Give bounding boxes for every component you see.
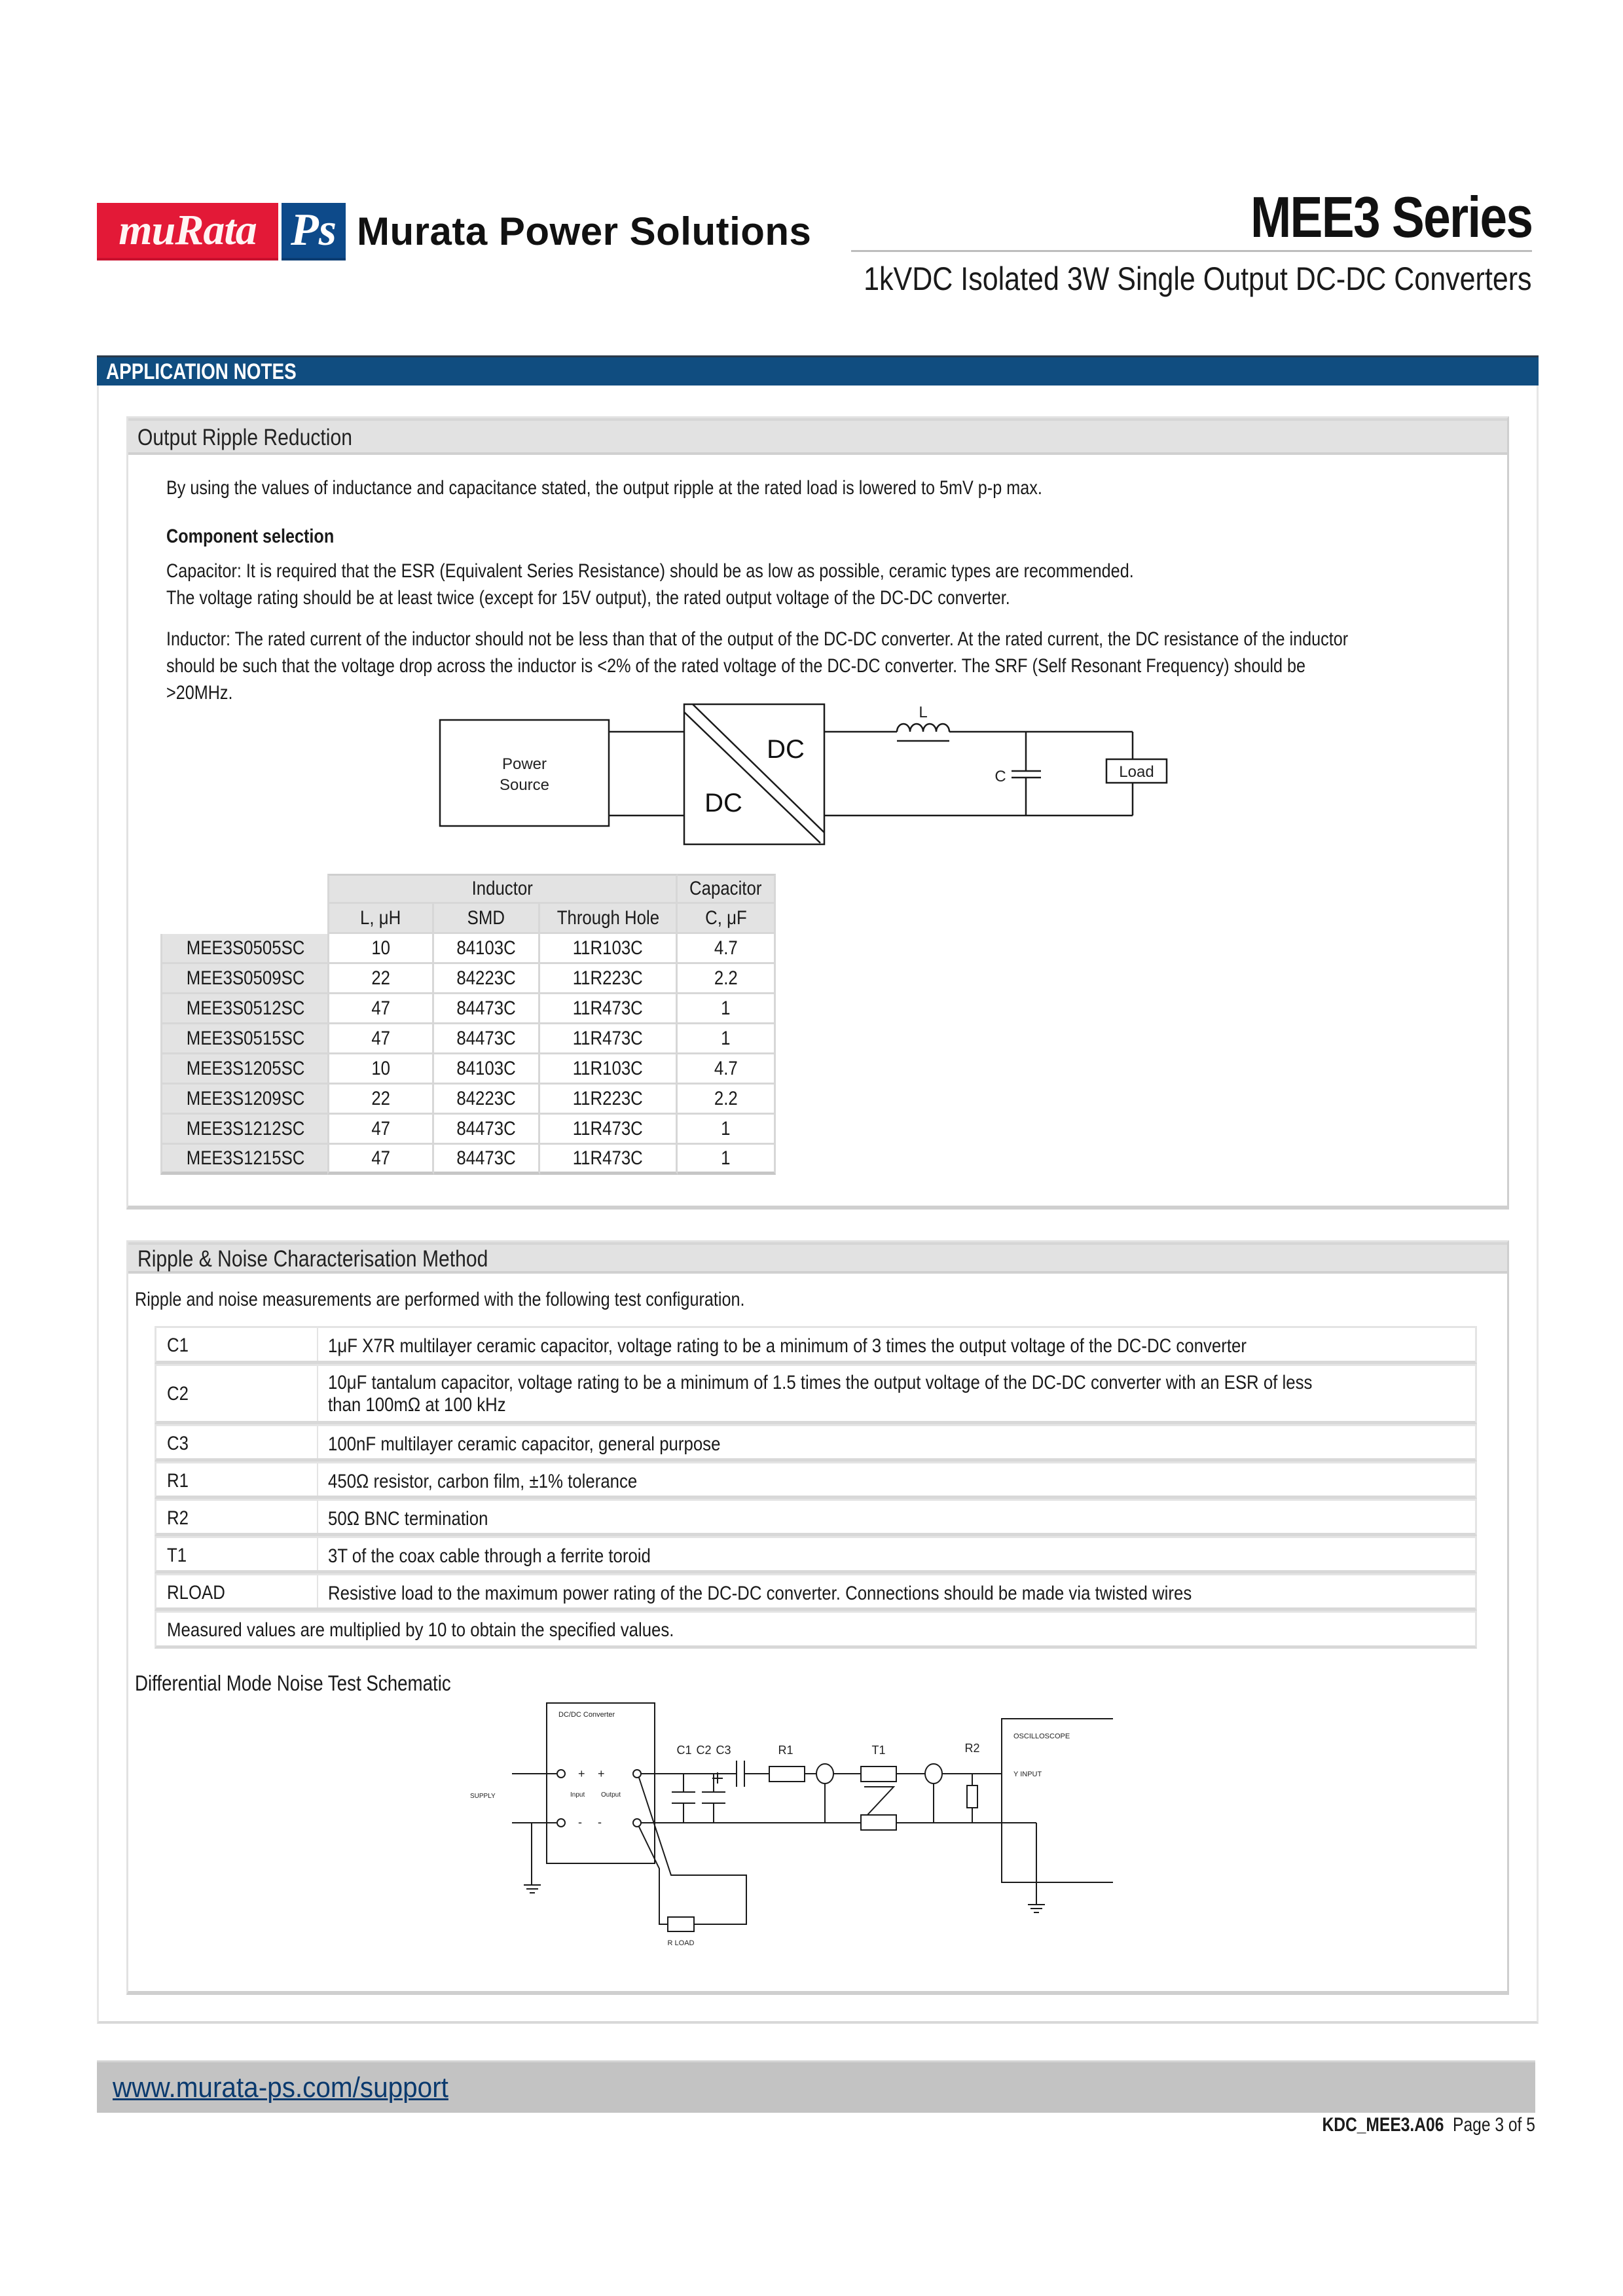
l-uh-cell: 47 xyxy=(327,994,434,1024)
c-uf-cell: 1 xyxy=(678,1115,776,1145)
component-row-r2: R2 50Ω BNC termination xyxy=(155,1499,1477,1536)
measurement-note: Measured values are multiplied by 10 to obtain the specified values. xyxy=(167,1619,674,1641)
application-notes-title: APPLICATION NOTES xyxy=(106,359,297,384)
dc-input-label: DC xyxy=(704,789,742,817)
smd-cell: 84473C xyxy=(434,1115,540,1145)
model-cell: MEE3S1209SC xyxy=(160,1085,327,1115)
application-notes-bar xyxy=(97,355,1539,386)
product-subtitle: 1kVDC Isolated 3W Single Output DC-DC Converters xyxy=(864,260,1532,297)
table-row xyxy=(160,934,776,964)
component-row-rload: RLOAD Resistive load to the maximum power rating of the DC-DC converter. Connections should be made via twisted wires xyxy=(155,1573,1477,1611)
l-uh-cell: 22 xyxy=(327,964,434,994)
inductor-text-line3: >20MHz. xyxy=(166,682,233,704)
table-row xyxy=(160,1145,776,1175)
model-cell: MEE3S0505SC xyxy=(160,934,327,964)
table-row xyxy=(160,1054,776,1085)
inductor-text-line1: Inductor: The rated current of the inductor should not be less than that of the output of the DC-DC converter. At the rated current, the DC resistance of the inductor xyxy=(166,628,1349,650)
c-uf-cell: 2.2 xyxy=(678,964,776,994)
c-uf-cell: 4.7 xyxy=(678,1054,776,1085)
through-hole-cell: 11R473C xyxy=(540,1145,678,1175)
c-uf-cell: 1 xyxy=(678,1024,776,1054)
capacitor-group-header: Capacitor xyxy=(678,874,776,904)
component-row-c1: C1 1μF X7R multilayer ceramic capacitor, voltage rating to be a minimum of 3 times the output voltage of the DC-DC converter xyxy=(155,1326,1477,1364)
svg-text:R LOAD: R LOAD xyxy=(667,1939,695,1947)
table-column-header-row xyxy=(160,904,776,934)
smd-cell: 84103C xyxy=(434,934,540,964)
through-hole-cell: 11R223C xyxy=(540,964,678,994)
svg-text:Input: Input xyxy=(570,1791,585,1799)
table-row xyxy=(160,1024,776,1054)
svg-text:T1: T1 xyxy=(871,1744,886,1757)
inductor-group-header: Inductor xyxy=(327,874,678,904)
table-group-header-row xyxy=(160,874,776,904)
ps-logo-text: Ps xyxy=(291,205,337,255)
svg-text:C3: C3 xyxy=(716,1744,731,1757)
document-code: KDC_MEE3.A06 xyxy=(1322,2114,1444,2136)
dc-output-label: DC xyxy=(767,735,805,764)
inductor-symbol xyxy=(897,724,949,732)
smd-cell: 84473C xyxy=(434,1145,540,1175)
brand-name: Murata Power Solutions xyxy=(357,209,812,253)
svg-text:C2: C2 xyxy=(696,1744,712,1757)
col-header-through-hole: Through Hole xyxy=(540,904,678,934)
c-uf-cell: 2.2 xyxy=(678,1085,776,1115)
capacitor-text-line2: The voltage rating should be at least twice (except for 15V output), the rated output voltage of the DC-DC converter. xyxy=(166,587,1010,609)
svg-text:R2: R2 xyxy=(964,1742,980,1755)
through-hole-cell: 11R473C xyxy=(540,1115,678,1145)
schematic-title: Differential Mode Noise Test Schematic xyxy=(135,1671,451,1695)
svg-text:OSCILLOSCOPE: OSCILLOSCOPE xyxy=(1013,1732,1070,1740)
smd-cell: 84473C xyxy=(434,1024,540,1054)
ps-logo xyxy=(282,203,346,260)
output-ripple-title: Output Ripple Reduction xyxy=(137,425,352,450)
c-uf-cell: 4.7 xyxy=(678,934,776,964)
smd-cell: 84223C xyxy=(434,1085,540,1115)
power-source-box xyxy=(440,720,609,826)
output-filter-diagram xyxy=(419,694,1205,864)
table-row xyxy=(160,1115,776,1145)
ripple-noise-title: Ripple & Noise Characterisation Method xyxy=(137,1246,488,1272)
svg-text:+: + xyxy=(598,1767,605,1780)
dcdc-converter-box xyxy=(547,1703,655,1863)
l-uh-cell: 47 xyxy=(327,1024,434,1054)
through-hole-cell: 11R473C xyxy=(540,994,678,1024)
table-row xyxy=(160,1085,776,1115)
l-uh-cell: 10 xyxy=(327,1054,434,1085)
page-reference xyxy=(1322,2114,1535,2136)
inductor-label: L xyxy=(919,704,928,721)
power-source-label: Power xyxy=(501,755,547,773)
model-cell: MEE3S0509SC xyxy=(160,964,327,994)
header-divider xyxy=(851,250,1532,252)
svg-text:Output: Output xyxy=(601,1791,621,1799)
svg-text:Y INPUT: Y INPUT xyxy=(1013,1770,1042,1778)
ripple-noise-header xyxy=(128,1242,1507,1274)
svg-text:SUPPLY: SUPPLY xyxy=(470,1793,496,1800)
svg-text:-: - xyxy=(578,1816,582,1829)
series-title: MEE3 Series xyxy=(1250,185,1532,249)
murata-logo-text: muRata xyxy=(119,206,257,254)
load-label: Load xyxy=(1119,763,1154,781)
smd-cell: 84223C xyxy=(434,964,540,994)
measurement-note-row xyxy=(155,1611,1477,1649)
ripple-intro-text: By using the values of inductance and capacitance stated, the output ripple at the rated load is lowered to 5mV p-p max. xyxy=(166,477,1042,499)
svg-text:DC/DC Converter: DC/DC Converter xyxy=(558,1711,615,1719)
through-hole-cell: 11R103C xyxy=(540,934,678,964)
footer-bar xyxy=(97,2060,1535,2113)
svg-text:+: + xyxy=(578,1767,585,1780)
component-row-c2: C2 10μF tantalum capacitor, voltage rating to be a minimum of 1.5 times the output voltage of the DC-DC converter with an ESR of less than 100mΩ at 100 kHz xyxy=(155,1364,1477,1424)
l-uh-cell: 22 xyxy=(327,1085,434,1115)
test-components-table xyxy=(155,1326,1477,1653)
model-cell: MEE3S1212SC xyxy=(160,1115,327,1145)
component-selection-heading: Component selection xyxy=(166,526,335,547)
svg-text:C1: C1 xyxy=(676,1744,692,1757)
noise-test-schematic xyxy=(458,1689,1113,1964)
smd-cell: 84103C xyxy=(434,1054,540,1085)
smd-cell: 84473C xyxy=(434,994,540,1024)
l-uh-cell: 10 xyxy=(327,934,434,964)
oscilloscope-box xyxy=(1002,1719,1113,1882)
model-cell: MEE3S0515SC xyxy=(160,1024,327,1054)
through-hole-cell: 11R103C xyxy=(540,1054,678,1085)
col-header-l-uh: L, μH xyxy=(327,904,434,934)
component-table xyxy=(160,874,776,1175)
power-source-label-2: Source xyxy=(499,776,550,794)
svg-text:R1: R1 xyxy=(778,1744,793,1757)
l-uh-cell: 47 xyxy=(327,1115,434,1145)
support-link[interactable]: www.murata-ps.com/support xyxy=(113,2072,448,2104)
table-row xyxy=(160,994,776,1024)
output-ripple-header xyxy=(128,418,1507,455)
col-header-c-uf: C, μF xyxy=(678,904,776,934)
l-uh-cell: 47 xyxy=(327,1145,434,1175)
capacitor-label: C xyxy=(994,768,1006,785)
model-cell: MEE3S1205SC xyxy=(160,1054,327,1085)
rload-resistor xyxy=(668,1917,694,1931)
component-row-r1: R1 450Ω resistor, carbon film, ±1% tolerance xyxy=(155,1462,1477,1499)
murata-logo xyxy=(97,203,278,260)
c-uf-cell: 1 xyxy=(678,1145,776,1175)
capacitor-text-line1: Capacitor: It is required that the ESR (Equivalent Series Resistance) should be as low as possible, ceramic types are recommended. xyxy=(166,560,1134,582)
through-hole-cell: 11R473C xyxy=(540,1024,678,1054)
table-row xyxy=(160,964,776,994)
col-header-smd: SMD xyxy=(434,904,540,934)
model-cell: MEE3S0512SC xyxy=(160,994,327,1024)
through-hole-cell: 11R223C xyxy=(540,1085,678,1115)
c-uf-cell: 1 xyxy=(678,994,776,1024)
model-cell: MEE3S1215SC xyxy=(160,1145,327,1175)
svg-text:-: - xyxy=(598,1816,602,1829)
component-row-c3: C3 100nF multilayer ceramic capacitor, general purpose xyxy=(155,1424,1477,1462)
inductor-text-line2: should be such that the voltage drop across the inductor is <2% of the rated voltage of the DC-DC converter. The SRF (Self Resonant Frequency) should be xyxy=(166,655,1305,677)
ripple-noise-intro: Ripple and noise measurements are performed with the following test configuration. xyxy=(135,1289,745,1310)
page-number: Page 3 of 5 xyxy=(1453,2114,1535,2136)
dc-dc-converter-box xyxy=(684,704,824,844)
component-row-t1: T1 3T of the coax cable through a ferrite toroid xyxy=(155,1536,1477,1573)
